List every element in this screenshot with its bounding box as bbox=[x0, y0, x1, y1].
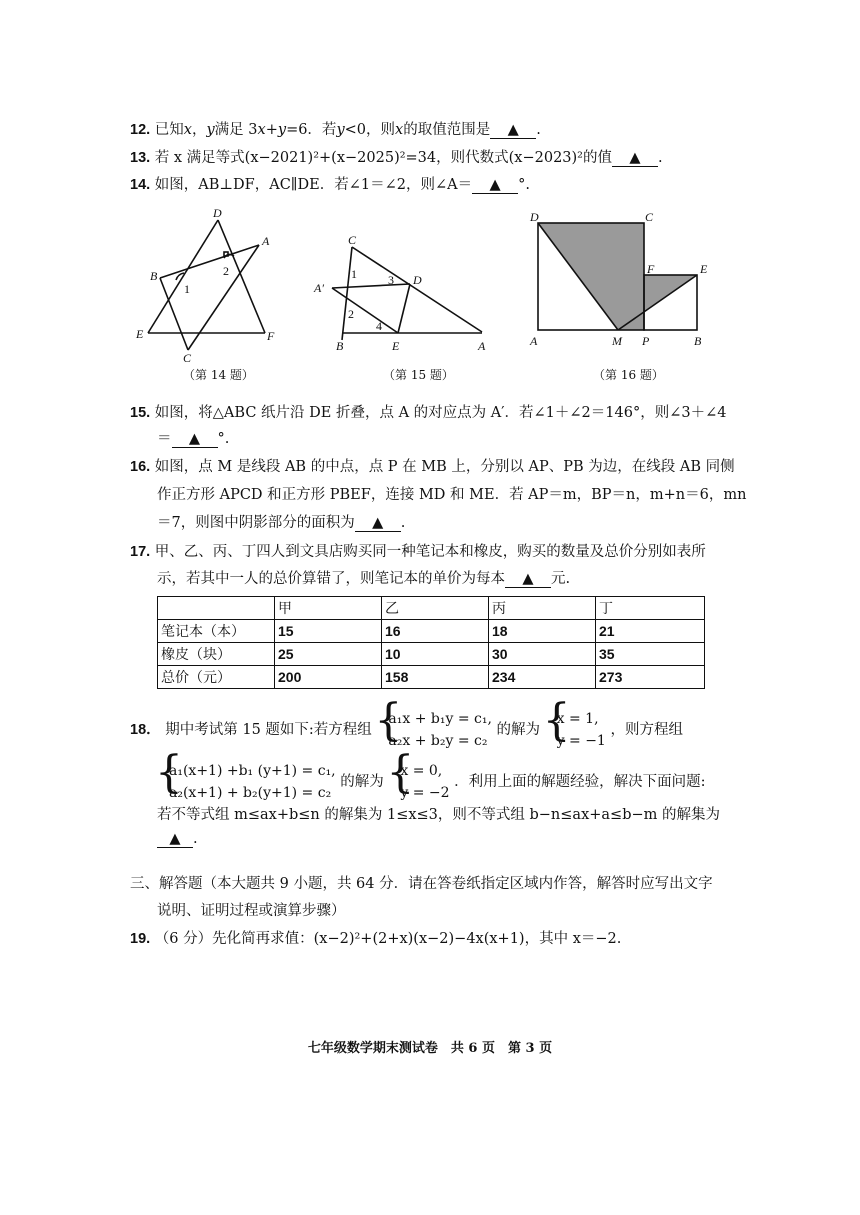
question-text: 如图，将△ABC 纸片沿 DE 折叠，点 A 的对应点为 A′．若∠1＋∠2＝146°，则∠3＋∠4 bbox=[154, 405, 727, 421]
label-F: F bbox=[647, 262, 655, 276]
table-header-cell bbox=[158, 597, 275, 620]
label-D: D bbox=[530, 210, 539, 224]
table-cell: 18 bbox=[489, 620, 596, 643]
table-cell: 158 bbox=[382, 666, 489, 689]
question-number: 15. bbox=[130, 405, 151, 421]
label-D: D bbox=[213, 206, 222, 220]
figure-16 bbox=[522, 205, 722, 350]
question-18-cont: { a₁(x+1) +b₁ (y+1) = c₁, a₂(x+1) + b₂(y+1) = c₂ 的解为 { x = 0, y = −2 ．利用上面的解题经验，解决下面问题: bbox=[157, 760, 706, 804]
question-number: 12. bbox=[130, 122, 151, 138]
question-13: 13. 若 x 满足等式(x−2021)²+(x−2025)²=34，则代数式(x−2023)²的值 ▲ . bbox=[130, 149, 663, 166]
section-heading-cont: 说明、证明过程或演算步骤） bbox=[157, 903, 346, 919]
table-cell: 30 bbox=[489, 643, 596, 666]
label-E: E bbox=[700, 262, 708, 276]
question-17-cont: 示，若其中一人的总价算错了，则笔记本的单价为每本 ▲ 元. bbox=[157, 570, 571, 587]
label-B: B bbox=[150, 269, 158, 283]
question-number: 17. bbox=[130, 544, 151, 560]
label-A-prime: A′ bbox=[314, 281, 324, 295]
label-C: C bbox=[645, 210, 654, 224]
label-C: C bbox=[183, 351, 192, 365]
label-E: E bbox=[136, 327, 144, 341]
question-number: 14. bbox=[130, 177, 151, 193]
line-CA bbox=[352, 247, 482, 332]
label-E: E bbox=[392, 339, 400, 352]
question-text: （6 分）先化简再求值：(x−2)²+(2+x)(x−2)−4x(x+1)，其中 x＝−2. bbox=[154, 931, 622, 947]
line-AB bbox=[160, 245, 259, 278]
line-DE bbox=[398, 284, 410, 333]
question-18-cont3: ▲ . bbox=[157, 830, 198, 848]
answer-blank: ▲ bbox=[472, 176, 518, 194]
caption-fig16: （第 16 题） bbox=[593, 368, 664, 382]
table-cell: 16 bbox=[382, 620, 489, 643]
caption-fig15: （第 15 题） bbox=[383, 368, 454, 382]
purchase-table bbox=[157, 596, 705, 689]
label-angle-2: 2 bbox=[223, 264, 229, 278]
question-number: 16. bbox=[130, 459, 151, 475]
question-16-cont: 作正方形 APCD 和正方形 PBEF，连接 MD 和 ME．若 AP＝m，BP＝n，m+n＝6，mn bbox=[157, 487, 747, 503]
shaded-region-left bbox=[538, 223, 644, 330]
table-cell: 273 bbox=[596, 666, 705, 689]
label-A: A bbox=[530, 334, 538, 348]
question-12: 12. 已知x，y满足 3x+y=6．若y<0，则x的取值范围是 ▲ . bbox=[130, 121, 541, 138]
table-header-cell: 丁 bbox=[596, 597, 705, 620]
table-row bbox=[158, 643, 705, 666]
label-M: M bbox=[612, 334, 622, 348]
label-D: D bbox=[413, 273, 422, 287]
label-angle-3: 3 bbox=[388, 273, 394, 287]
table-cell: 10 bbox=[382, 643, 489, 666]
question-text: 若 x 满足等式(x−2021)²+(x−2025)²=34，则代数式(x−2023)²的值 bbox=[154, 150, 612, 166]
label-angle-1: 1 bbox=[184, 282, 190, 296]
question-18: 18． 期中考试第 15 题如下:若方程组 { a₁x + b₁y = c₁, a₂x + b₂y = c₂ 的解为 { x = 1, y = −1 ，则方程组 bbox=[130, 708, 683, 752]
table-cell: 15 bbox=[275, 620, 382, 643]
row-label: 笔记本（本） bbox=[158, 620, 275, 643]
solution-1: { x = 1, y = −1 bbox=[545, 708, 606, 752]
question-17 bbox=[130, 540, 706, 561]
line-AC bbox=[188, 245, 259, 350]
question-16-cont2: ＝7，则图中阴影部分的面积为 ▲ . bbox=[157, 514, 406, 531]
question-18-cont2: 若不等式组 m≤ax+b≤n 的解集为 1≤x≤3，则不等式组 b−n≤ax+a≤b−m 的解集为 bbox=[157, 807, 720, 823]
table-header-cell: 乙 bbox=[382, 597, 489, 620]
table-row bbox=[158, 666, 705, 689]
label-P: P bbox=[642, 334, 650, 348]
answer-blank: ▲ bbox=[157, 830, 193, 848]
caption-fig14: （第 14 题） bbox=[183, 368, 254, 382]
page-footer: 七年级数学期末测试卷 共 6 页 第 3 页 bbox=[307, 1041, 553, 1056]
question-14: 14. 如图，AB⊥DF，AC∥DE．若∠1＝∠2，则∠A＝ ▲ °. bbox=[130, 176, 530, 193]
table-header-cell: 丙 bbox=[489, 597, 596, 620]
answer-blank: ▲ bbox=[612, 149, 658, 167]
line-DE bbox=[148, 220, 218, 333]
table-cell: 25 bbox=[275, 643, 382, 666]
equation-system-1: { a₁x + b₁y = c₁, a₂x + b₂y = c₂ bbox=[376, 708, 492, 752]
equation-system-2: { a₁(x+1) +b₁ (y+1) = c₁, a₂(x+1) + b₂(y+1) = c₂ bbox=[157, 760, 336, 804]
answer-blank: ▲ bbox=[490, 121, 536, 139]
table-cell: 234 bbox=[489, 666, 596, 689]
label-A: A bbox=[478, 339, 486, 352]
question-number: 18． bbox=[130, 722, 161, 738]
label-F: F bbox=[267, 329, 275, 343]
question-15 bbox=[130, 401, 726, 422]
row-label: 橡皮（块） bbox=[158, 643, 275, 666]
answer-blank: ▲ bbox=[505, 570, 551, 588]
solution-2: { x = 0, y = −2 bbox=[388, 760, 449, 804]
table-header-row bbox=[158, 597, 705, 620]
question-text: 甲、乙、丙、丁四人到文具店购买同一种笔记本和橡皮，购买的数量及总价分别如表所 bbox=[154, 544, 706, 560]
question-text: 如图，点 M 是线段 AB 的中点，点 P 在 MB 上，分别以 AP、PB 为边，在线段 AB 同侧 bbox=[154, 459, 735, 475]
row-label: 总价（元） bbox=[158, 666, 275, 689]
question-16 bbox=[130, 455, 735, 476]
label-A: A bbox=[262, 234, 270, 248]
table-row bbox=[158, 620, 705, 643]
answer-blank: ▲ bbox=[355, 514, 401, 532]
table-cell: 21 bbox=[596, 620, 705, 643]
right-angle-mark bbox=[224, 252, 228, 256]
table-header-cell: 甲 bbox=[275, 597, 382, 620]
label-angle-2: 2 bbox=[348, 307, 354, 321]
label-B: B bbox=[694, 334, 702, 348]
question-15-cont: ＝ ▲ °. bbox=[157, 430, 230, 447]
section-heading: 三、解答题（本大题共 9 小题，共 64 分．请在答卷纸指定区域内作答，解答时应写出文字 bbox=[130, 876, 713, 892]
label-angle-4: 4 bbox=[376, 319, 382, 333]
answer-blank: ▲ bbox=[172, 430, 218, 448]
question-number: 13. bbox=[130, 150, 151, 166]
table-cell: 200 bbox=[275, 666, 382, 689]
label-B: B bbox=[336, 339, 344, 352]
table-cell: 35 bbox=[596, 643, 705, 666]
figure-15 bbox=[310, 232, 500, 352]
line-A1E bbox=[332, 288, 398, 333]
line-CB bbox=[342, 247, 352, 340]
question-19 bbox=[130, 927, 621, 948]
line-A1D bbox=[332, 284, 410, 288]
question-number: 19. bbox=[130, 931, 151, 947]
label-C: C bbox=[348, 233, 357, 247]
label-angle-1: 1 bbox=[351, 267, 357, 281]
figure-14 bbox=[128, 200, 298, 365]
question-text: 如图，AB⊥DF，AC∥DE．若∠1＝∠2，则∠A＝ bbox=[154, 177, 473, 193]
